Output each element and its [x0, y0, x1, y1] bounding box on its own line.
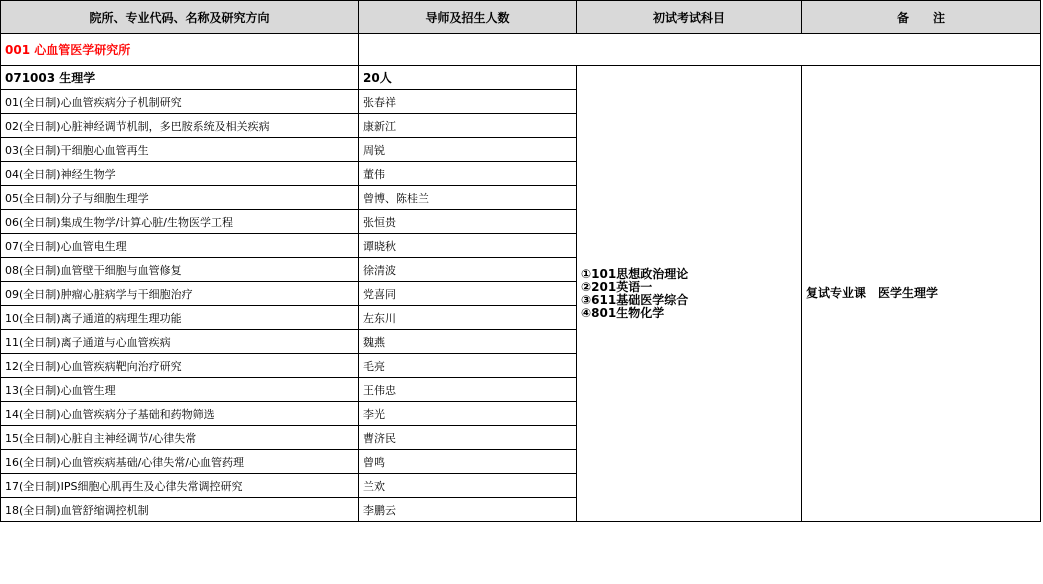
direction-tutor: 董伟 — [359, 162, 577, 186]
direction-name: 07(全日制)心血管电生理 — [1, 234, 359, 258]
institute-row — [1, 34, 1041, 66]
direction-name: 13(全日制)心血管生理 — [1, 378, 359, 402]
direction-name: 01(全日制)心血管疾病分子机制研究 — [1, 90, 359, 114]
exam-subject: ①101思想政治理论 — [581, 266, 689, 281]
major-quota: 20人 — [359, 66, 577, 90]
direction-name: 10(全日制)离子通道的病理生理功能 — [1, 306, 359, 330]
institute-name: 001 心血管医学研究所 — [1, 34, 359, 66]
direction-tutor: 康新江 — [359, 114, 577, 138]
header-row — [1, 1, 1041, 34]
major-row — [1, 66, 1041, 90]
direction-name: 14(全日制)心血管疾病分子基础和药物筛选 — [1, 402, 359, 426]
direction-tutor: 曹济民 — [359, 426, 577, 450]
direction-name: 12(全日制)心血管疾病靶向治疗研究 — [1, 354, 359, 378]
direction-tutor: 张恒贵 — [359, 210, 577, 234]
direction-tutor: 张春祥 — [359, 90, 577, 114]
direction-tutor: 毛亮 — [359, 354, 577, 378]
direction-tutor: 李光 — [359, 402, 577, 426]
direction-name: 03(全日制)干细胞心血管再生 — [1, 138, 359, 162]
direction-name: 06(全日制)集成生物学/计算心脏/生物医学工程 — [1, 210, 359, 234]
direction-name: 08(全日制)血管壁干细胞与血管修复 — [1, 258, 359, 282]
header-exam: 初试考试科目 — [577, 1, 802, 34]
exam-subjects-cell — [577, 66, 802, 522]
direction-name: 17(全日制)IPS细胞心肌再生及心律失常调控研究 — [1, 474, 359, 498]
direction-name: 11(全日制)离子通道与心血管疾病 — [1, 330, 359, 354]
exam-subject: ④801生物化学 — [581, 305, 665, 320]
direction-tutor: 李鹏云 — [359, 498, 577, 522]
direction-name: 18(全日制)血管舒缩调控机制 — [1, 498, 359, 522]
direction-tutor: 魏燕 — [359, 330, 577, 354]
institute-empty — [359, 34, 1041, 66]
direction-name: 04(全日制)神经生物学 — [1, 162, 359, 186]
header-remark: 备 注 — [802, 1, 1041, 34]
direction-tutor: 谭晓秋 — [359, 234, 577, 258]
direction-name: 05(全日制)分子与细胞生理学 — [1, 186, 359, 210]
header-direction: 院所、专业代码、名称及研究方向 — [1, 1, 359, 34]
direction-name: 02(全日制)心脏神经调节机制，多巴胺系统及相关疾病 — [1, 114, 359, 138]
remark-cell: 复试专业课 医学生理学 — [802, 66, 1041, 522]
header-tutor: 导师及招生人数 — [359, 1, 577, 34]
major-name: 071003 生理学 — [1, 66, 359, 90]
direction-name: 15(全日制)心脏自主神经调节/心律失常 — [1, 426, 359, 450]
direction-tutor: 左东川 — [359, 306, 577, 330]
direction-name: 09(全日制)肿瘤心脏病学与干细胞治疗 — [1, 282, 359, 306]
direction-tutor: 党喜同 — [359, 282, 577, 306]
exam-subject: ②201英语一 — [581, 279, 653, 294]
direction-tutor: 周锐 — [359, 138, 577, 162]
direction-tutor: 徐清波 — [359, 258, 577, 282]
direction-name: 16(全日制)心血管疾病基础/心律失常/心血管药理 — [1, 450, 359, 474]
direction-tutor: 曾鸣 — [359, 450, 577, 474]
direction-tutor: 曾博、陈桂兰 — [359, 186, 577, 210]
direction-tutor: 王伟忠 — [359, 378, 577, 402]
exam-subject: ③611基础医学综合 — [581, 292, 689, 307]
direction-tutor: 兰欢 — [359, 474, 577, 498]
